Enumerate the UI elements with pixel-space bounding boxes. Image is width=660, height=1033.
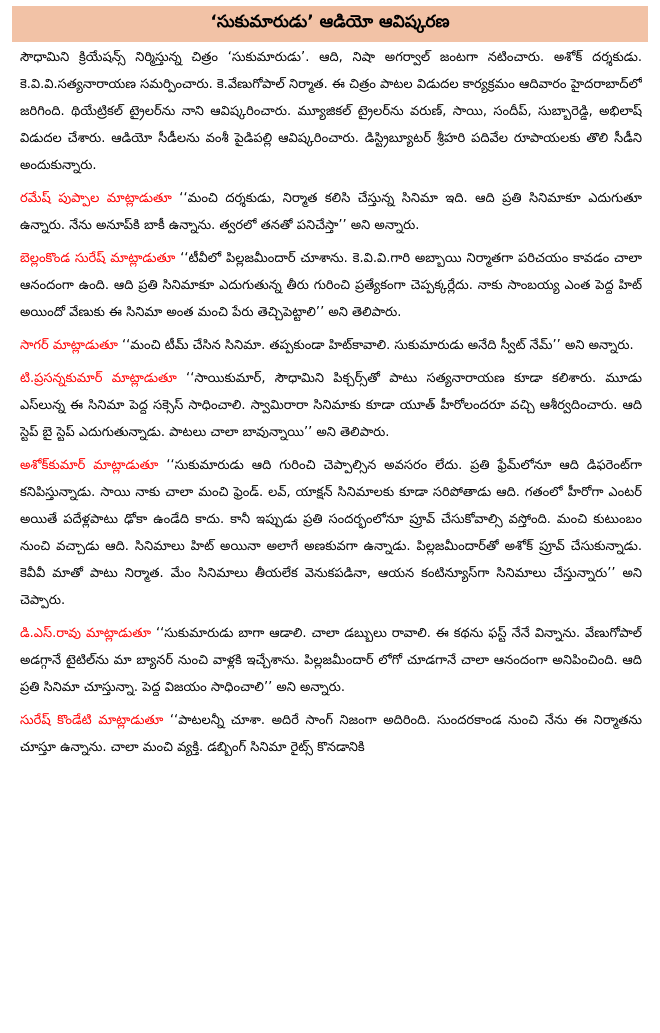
speaker-name: అశోక్‌కుమార్ మాట్లాడుతూ	[20, 458, 159, 473]
speaker-name: డి.ఎస్.రావు మాట్లాడుతూ	[20, 626, 152, 641]
speaker-name: సురేష్ కొండేటి మాట్లాడుతూ	[20, 713, 164, 728]
quote-text: ‘‘సాయికుమార్, సౌధామిని పిక్చర్స్‌తో పాటు సత్యనారాయణ కూడా కలిశారు. మూడు ఎస్‌లున్న ఈ సినిమా పెద్ద సక్సెస్ సాధించాలి. స్వామిరారా సినిమాకు కూడా యూత్ హీరోలందరూ వచ్చి ఆశీర్వదించారు. ఆది స్టెప్ బై స్టెప్ ఎదుగుతున్నాడు. పాటలు చాలా బావున్నాయి’’ అని తెలిపారు.	[20, 371, 642, 440]
intro-paragraph: సౌధామిని క్రియేషన్స్ నిర్మిస్తున్న చిత్రం ‘సుకుమారుడు’. ఆది, నిషా అగర్వాల్ జంటగా నటించారు. అశోక్ దర్శకుడు. కె.వి.వి.సత్యనారాయణ సమర్పించారు. కె.వేణుగోపాల్ నిర్మాత. ఈ చిత్రం పాటల విడుదల కార్యక్రమం ఆదివారం హైదరాబాద్‌లో జరిగింది. థియేట్రికల్ ట్రైలర్‌ను నాని ఆవిష్కరించారు. మ్యూజికల్ ట్రైలర్‌ను వరుణ్, సాయి, సందీప్, సుబ్బారెడ్డి, అభిలాష్ విడుదల చేశారు. ఆడియో సీడీలను వంశీ పైడిపల్లి ఆవిష్కరించారు. డిస్ట్రిబ్యూటర్ శ్రీహరి పదివేల రూపాయలకు తొలి సీడీని అందుకున్నారు.	[20, 50, 642, 173]
quote-text: ‘‘సుకుమారుడు బాగా ఆడాలి. చాలా డబ్బులు రావాలి. ఈ కథను ఫస్ట్ నేనే విన్నాను. వేణుగోపాల్ అడగ్గానే టైటిల్‌ను మా బ్యానర్ నుంచి వాళ్లకి ఇచ్చేశాను. పిల్లజమీందార్ లోగో చూడగానే చాలా ఆనందంగా అనిపించింది. ఆది ప్రతి సినిమా చూస్తున్నా. పెద్ద విజయం సాధించాలి’’ అని అన్నారు.	[20, 626, 642, 695]
quote-text: ‘‘మంచి టీమ్ చేసిన సినిమా. తప్పకుండా హిట్‌కావాలి. సుకుమారుడు అనేది స్వీట్ నేమ్’’ అని అన్నారు.	[117, 338, 634, 353]
article-body	[20, 44, 642, 1033]
quote-paragraph	[20, 332, 642, 359]
quote-paragraph	[20, 452, 642, 614]
quote-paragraph	[20, 185, 642, 239]
speaker-name: రమేష్ పుప్పాల మాట్లాడుతూ	[20, 191, 172, 206]
speaker-name: సాగర్ మాట్లాడుతూ	[20, 338, 118, 353]
quote-paragraph	[20, 365, 642, 446]
quote-paragraph	[20, 245, 642, 326]
quote-text: ‘‘మంచి దర్శకుడు, నిర్మాత కలిసి చేస్తున్న సినిమా ఇది. ఆది ప్రతి సినిమాకూ ఎదుగుతూ ఉన్నారు. నేను అనూప్‌కి బాకీ ఉన్నాను. త్వరలో తనతో పనిచేస్తా’’ అని అన్నారు.	[20, 191, 642, 233]
speaker-name: బెల్లంకొండ సురేష్ మాట్లాడుతూ	[20, 251, 176, 266]
article-title: ‘సుకుమారుడు’ ఆడియో ఆవిష్కరణ	[210, 12, 450, 32]
quote-paragraph	[20, 707, 642, 761]
quote-text: ‘‘సుకుమారుడు ఆది గురించి చెప్పాల్సిన అవసరం లేదు. ప్రతి ఫ్రేమ్‌లోనూ ఆది డిఫరెంట్‌గా కనిపిస్తున్నాడు. సాయి నాకు చాలా మంచి ఫ్రెండ్. లవ్, యాక్షన్ సినిమాలకు కూడా సరిపోతాడు ఆది. గతంలో హీరోగా ఎంటర్ అయితే పదేళ్లపాటు ఢోకా ఉండేది కాదు. కానీ ఇప్పుడు ప్రతి సందర్భంలోనూ ప్రూవ్ చేసుకోవాల్సి వస్తోంది. మంచి కుటుంబం నుంచి వచ్చాడు ఆది. సినిమాలు హిట్ అయినా అలాగే అణకువగా ఉన్నాడు. పిల్లజమీందార్‌తో అశోక్ ప్రూవ్ చేసుకున్నాడు. కెవీవీ మాతో పాటు నిర్మాత. మేం సినిమాలు తీయలేక వెనుకపడినా, ఆయన కంటిన్యూస్‌గా సినిమాలు చేస్తున్నారు’’ అని చెప్పారు.	[20, 458, 642, 608]
title-banner	[12, 6, 648, 42]
quote-paragraph	[20, 620, 642, 701]
speaker-name: టి.ప్రసన్నకుమార్ మాట్లాడుతూ	[20, 371, 177, 386]
quote-text: ‘‘టీవీలో పిల్లజమీందార్ చూశాను. కె.వి.వి.గారి అబ్బాయి నిర్మాతగా పరిచయం కావడం చాలా ఆనందంగా ఉంది. ఆది ప్రతి సినిమాకూ ఎదుగుతున్న తీరు గురించి ప్రత్యేకంగా చెప్పక్కర్లేదు. నాకు సాంబయ్య ఎంత పెద్ద హిట్ అయిందో వేణుకు ఈ సినిమా అంత మంచి పేరు తెచ్చిపెట్టాలి’’ అని తెలిపారు.	[20, 251, 642, 320]
quote-text: ‘‘పాటలన్నీ చూశా. అదిరే సాంగ్ నిజంగా అదిరింది. సుందరకాండ నుంచి నేను ఈ నిర్మాతను చూస్తూ ఉన్నాను. చాలా మంచి వ్యక్తి. డబ్బింగ్ సినిమా రైట్స్ కొనడానికి	[20, 713, 642, 755]
